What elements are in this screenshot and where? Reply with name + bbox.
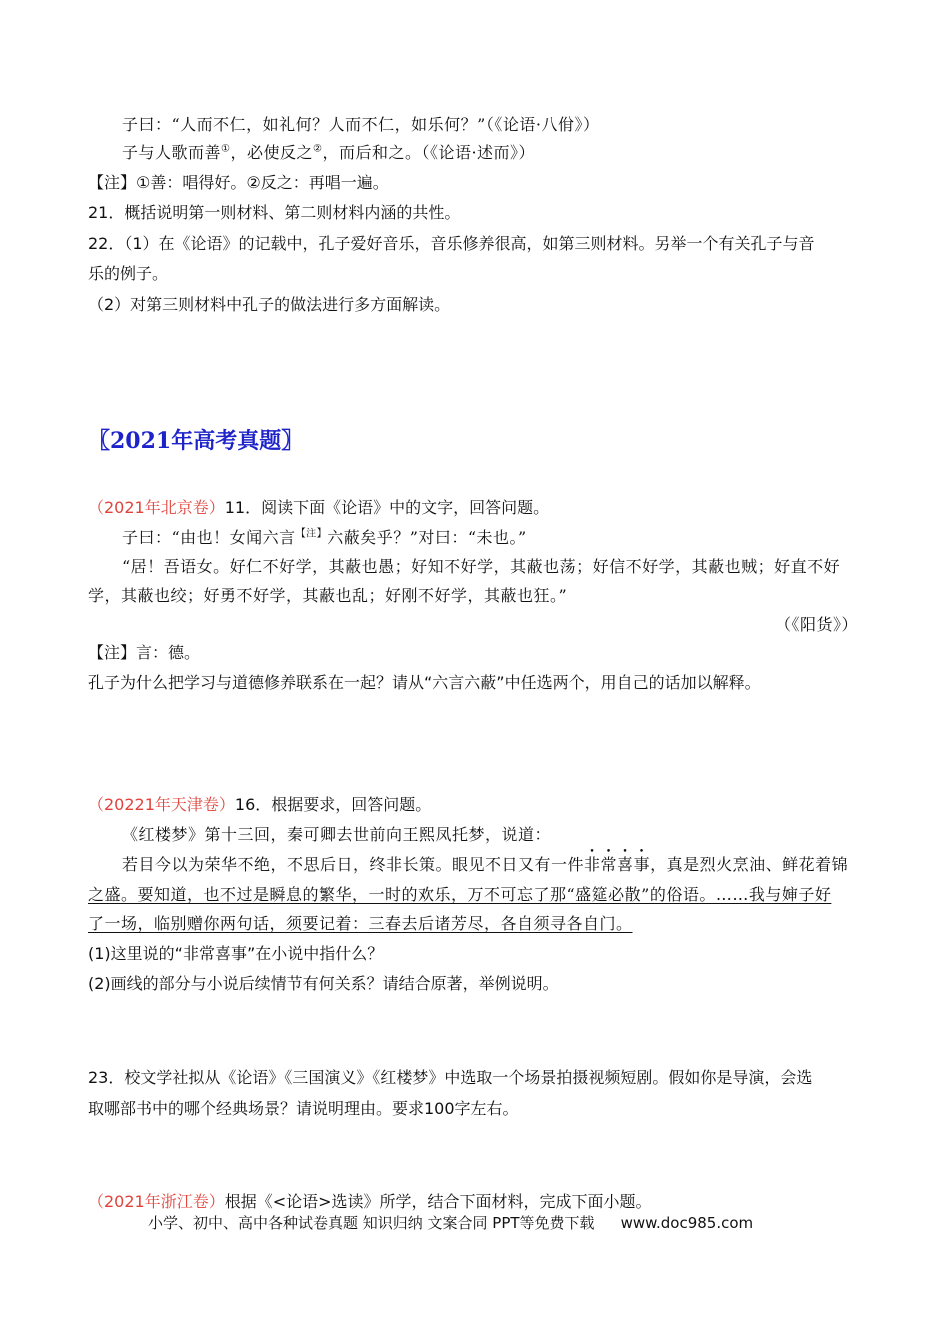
beijing-intro: （2021年北京卷）11．阅读下面《论语》中的文字，回答问题。 [88, 498, 550, 517]
question-23-line2: 取哪部书中的哪个经典场景？请说明理由。要求100字左右。 [88, 1099, 519, 1118]
tianjin-intro: （20221年天津卷）16．根据要求，回答问题。 [88, 795, 432, 814]
note-1: 【注】①善：唱得好。②反之：再唱一遍。 [88, 173, 389, 192]
beijing-citation: （《阳货》） [774, 615, 858, 634]
beijing-quote-line3: 学，其蔽也绞；好勇不好学，其蔽也乱；好刚不好学，其蔽也狂。” [88, 586, 568, 605]
question-22-part2: （2）对第三则材料中孔子的做法进行多方面解读。 [88, 295, 451, 314]
tianjin-question1: (1)这里说的“非常喜事”在小说中指什么？ [88, 944, 384, 963]
question-21: 21．概括说明第一则材料、第二则材料内涵的共性。 [88, 203, 461, 222]
source-label: （20221年天津卷） [88, 795, 235, 814]
beijing-question: 孔子为什么把学习与道德修养联系在一起？请从“六言六蔽”中任选两个，用自己的话加以解释。 [88, 673, 761, 692]
quote-bayi: 子曰：“人而不仁，如礼何？人而不仁，如乐何？”（《论语·八佾》） [122, 115, 600, 134]
zhejiang-intro: （2021年浙江卷）根据《<论语>选读》所学，结合下面材料，完成下面小题。 [88, 1192, 652, 1211]
beijing-quote-line2: “居！吾语女。好仁不好学，其蔽也愚；好知不好学，其蔽也荡；好信不好学，其蔽也贼；好直不好 [122, 557, 841, 576]
section-heading: 〖2021年高考真题〗 [88, 428, 304, 454]
question-23-line1: 23．校文学社拟从《论语》《三国演义》《红楼梦》中选取一个场景拍摄视频短剧。假如你是导演，会选 [88, 1068, 813, 1087]
tianjin-line1: 《红楼梦》第十三回，秦可卿去世前向王熙凤托梦，说道： [122, 825, 552, 844]
question-22-part1-line1: 22．（1）在《论语》的记载中，孔子爱好音乐，音乐修养很高，如第三则材料。另举一个有关孔子与音 [88, 234, 815, 253]
footer-text: 小学、初中、高中各种试卷真题 知识归纳 文案合同 PPT等免费下载 [148, 1214, 595, 1232]
source-label: （2021年浙江卷） [88, 1192, 225, 1211]
beijing-quote-line1: 子曰：“由也！女闻六言$^{【注】}$六蔽矣乎？”对曰：“未也。” [122, 528, 527, 547]
source-label: （2021年北京卷） [88, 498, 225, 517]
footer-url[interactable]: www.doc985.com [620, 1214, 754, 1232]
tianjin-line4: 了一场，临别赠你两句话，须要记着：三春去后诸芳尽，各自须寻各自门。 [88, 914, 633, 933]
tianjin-line3: 之盛。要知道，也不过是瞬息的繁华，一时的欢乐，万不可忘了那“盛筵必散”的俗语。……我与婶子好 [88, 885, 832, 904]
tianjin-line2: 若目今以为荣华不绝，不思后日，终非长策。眼见不日又有一件非常喜事，真是烈火烹油、鲜花着锦 [122, 855, 849, 874]
beijing-note: 【注】言：德。 [88, 643, 201, 662]
quote-shuer: 子与人歌而善①，必使反之②，而后和之。（《论语·述而》） [122, 143, 536, 162]
question-22-part1-line2: 乐的例子。 [88, 264, 169, 283]
tianjin-question2: (2)画线的部分与小说后续情节有何关系？请结合原著，举例说明。 [88, 974, 559, 993]
footer [148, 1212, 753, 1233]
